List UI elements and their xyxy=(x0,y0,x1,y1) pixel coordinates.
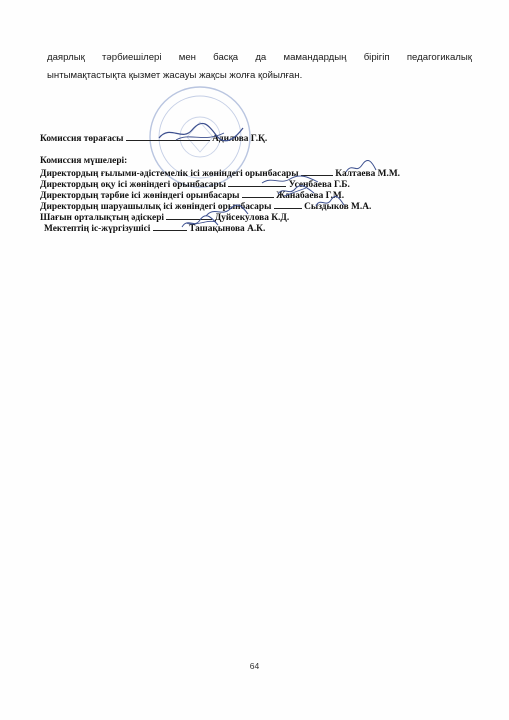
member-role: Мектептің іс-жүргізушісі xyxy=(44,224,151,234)
member-role: Директордың тәрбие ісі жөніндегі орынбасары xyxy=(40,191,240,201)
member-row xyxy=(44,222,265,235)
member-role: Директордың оқу ісі жөніндегі орынбасары xyxy=(40,180,227,190)
paragraph-line-2: ынтымақтастықта қызмет жасауы жақсы жолға қойылған. xyxy=(47,70,303,81)
chair-role: Комиссия төрағасы xyxy=(40,134,124,144)
member-signature-line xyxy=(274,200,302,209)
member-signature xyxy=(276,184,316,198)
member-name: Жанабаева Г.М. xyxy=(276,191,345,201)
chair-name: Адилова Г.Қ. xyxy=(212,134,268,144)
page-number: 64 xyxy=(249,661,260,671)
member-signature xyxy=(344,160,378,176)
body-paragraph xyxy=(47,49,472,85)
member-role: Шағын орталықтың әдіскері xyxy=(40,213,165,223)
member-name: Дуйсекулова К.Д. xyxy=(214,213,290,223)
chair-signature xyxy=(156,120,246,146)
paragraph-line-1: даярлық тәрбиешілері мен басқа да мамандардың бірігіп педагогикалық xyxy=(47,52,472,63)
members-heading: Комиссия мүшелері: xyxy=(40,156,128,166)
member-role: Директордың шаруашылық ісі жөніндегі орынбасары xyxy=(40,202,272,212)
member-name: Калтаева М.М. xyxy=(335,169,401,179)
member-name: Усенбаева Г.Б. xyxy=(288,180,350,190)
member-signature xyxy=(180,215,220,231)
member-name: Сыздыков М.А. xyxy=(304,202,372,212)
member-signature-line xyxy=(242,189,274,198)
member-signature xyxy=(314,195,346,209)
member-role: Директордың ғылыми-әдістемелік ісі жөніндегі орынбасары xyxy=(40,169,299,179)
member-name: Ташақынова А.К. xyxy=(189,224,266,234)
